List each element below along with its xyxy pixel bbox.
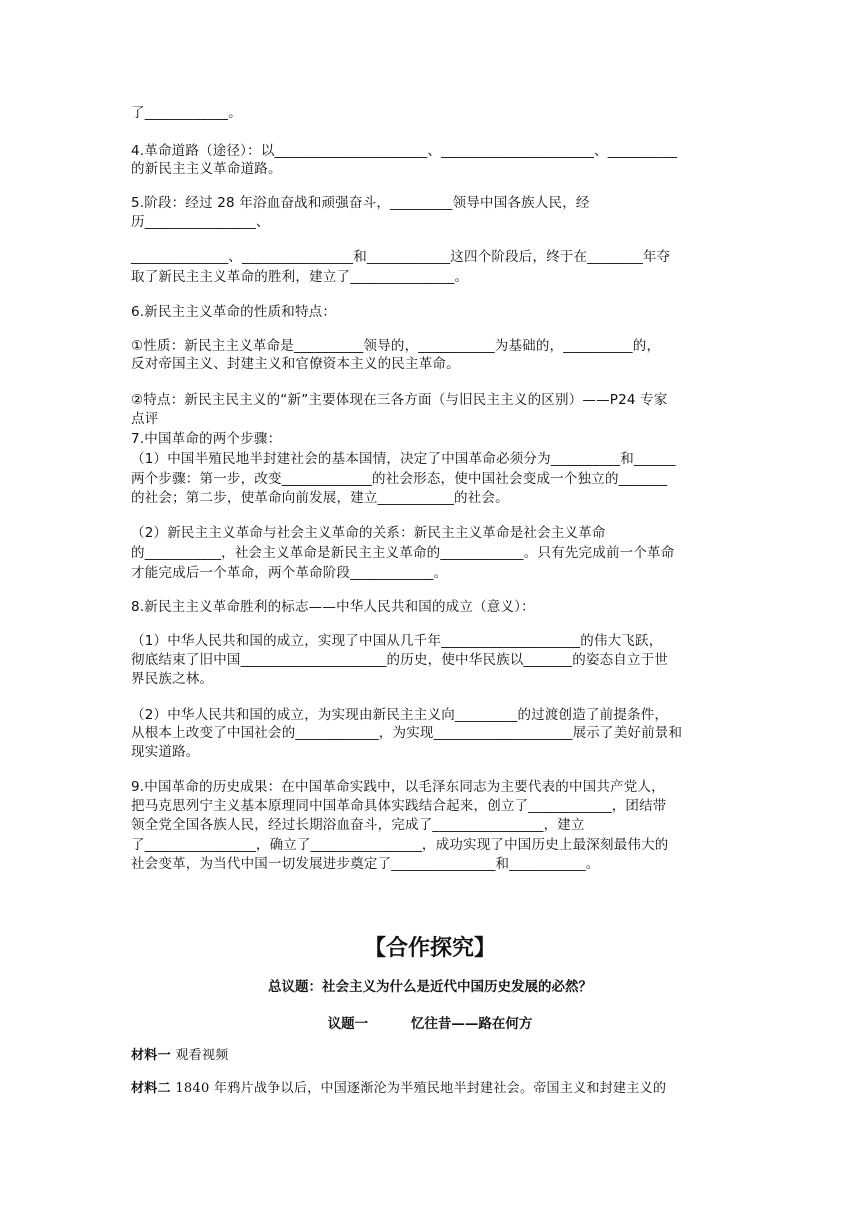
text-line: （1）中华人民共和国的成立，实现了中国从几千年____________________的伟大飞跃， xyxy=(131,633,663,649)
text-line: 历________________、 xyxy=(131,214,270,230)
text-line: ______________、________________和____________这四个阶段后，终于在________年夺 xyxy=(131,249,671,265)
text-line: 现实道路。 xyxy=(131,744,200,760)
text-line: 的新民主主义革命道路。 xyxy=(131,161,282,177)
text-line: 取了新民主主义革命的胜利，建立了_______________。 xyxy=(131,269,469,285)
text-line: 9.中国革命的历史成果：在中国革命实践中，以毛泽东同志为主要代表的中国共产党人， xyxy=(131,779,665,795)
text-line: 了________________，确立了________________，成功实现了中国历史上最深刻最伟大的 xyxy=(131,837,669,853)
text-line: （2）新民主主义革命与社会主义革命的关系：新民主主义革命是社会主义革命 xyxy=(131,525,606,541)
text-line: 的___________，社会主义革命是新民主主义革命的____________。只有先完成前一个革命 xyxy=(131,545,675,561)
material-text: 观看视频 xyxy=(170,1048,229,1063)
text-line: 反对帝国主义、封建主义和官僚资本主义的民主革命。 xyxy=(131,356,460,372)
text-line: 了____________。 xyxy=(131,105,242,121)
text-line: 把马克思列宁主义基本原理同中国革命具体实践结合起来，创立了____________，团结带 xyxy=(131,798,667,814)
material-item xyxy=(131,1080,666,1098)
text-line: 7.中国革命的两个步骤： xyxy=(131,431,282,447)
material-label: 材料一 xyxy=(131,1048,171,1063)
text-line: 4.革命道路（途径）：以______________________、______________________、__________ xyxy=(131,143,678,159)
material-text: 1840 年鸦片战争以后，中国逐渐沦为半殖民地半封建社会。帝国主义和封建主义的 xyxy=(170,1081,667,1096)
text-line: 彻底结束了旧中国_____________________的历史，使中华民族以_______的姿态自立于世 xyxy=(131,652,669,668)
text-line: ①性质：新民主主义革命是__________领导的，___________为基础的，__________的， xyxy=(131,338,661,354)
sub-topic: 议题一 忆往昔——路在何方 xyxy=(327,1016,533,1032)
text-line: ②特点：新民主民主义的“新”主要体现在三各方面（与旧民主主义的区别）——P24 专家 xyxy=(131,392,668,408)
material-label: 材料二 xyxy=(131,1081,171,1096)
section-title: 【合作探究】 xyxy=(363,935,496,961)
text-line: （1）中国半殖民地半封建社会的基本国情，决定了中国革命必须分为__________和______ xyxy=(131,451,676,467)
text-line: 社会变革，为当代中国一切发展进步奠定了_______________和___________。 xyxy=(131,856,600,872)
text-line: 领全党全国各族人民，经过长期浴血奋斗，完成了________________，建立 xyxy=(131,817,585,833)
text-line: 从根本上改变了中国社会的____________，为实现____________________展示了美好前景和 xyxy=(131,725,683,741)
text-line: 点评 xyxy=(131,411,159,427)
text-line: 才能完成后一个革命，两个革命阶段____________。 xyxy=(131,565,448,581)
main-topic: 总议题：社会主义为什么是近代中国历史发展的必然？ xyxy=(268,979,592,995)
text-line: （2）中华人民共和国的成立，为实现由新民主主义向_________的过渡创造了前提条件， xyxy=(131,707,669,723)
text-line: 6.新民主主义革命的性质和特点： xyxy=(131,304,337,320)
text-line: 两个步骤：第一步，改变_____________的社会形态，使中国社会变成一个独立的_______ xyxy=(131,471,668,487)
text-line: 5.阶段：经过 28 年浴血奋战和顽强奋斗，_________领导中国各族人民，经 xyxy=(131,195,590,211)
text-line: 界民族之林。 xyxy=(131,671,214,687)
text-line: 8.新民主主义革命胜利的标志——中华人民共和国的成立（意义）： xyxy=(131,599,535,615)
material-item xyxy=(131,1047,229,1065)
text-line: 的社会；第二步，使革命向前发展，建立___________的社会。 xyxy=(131,490,509,506)
